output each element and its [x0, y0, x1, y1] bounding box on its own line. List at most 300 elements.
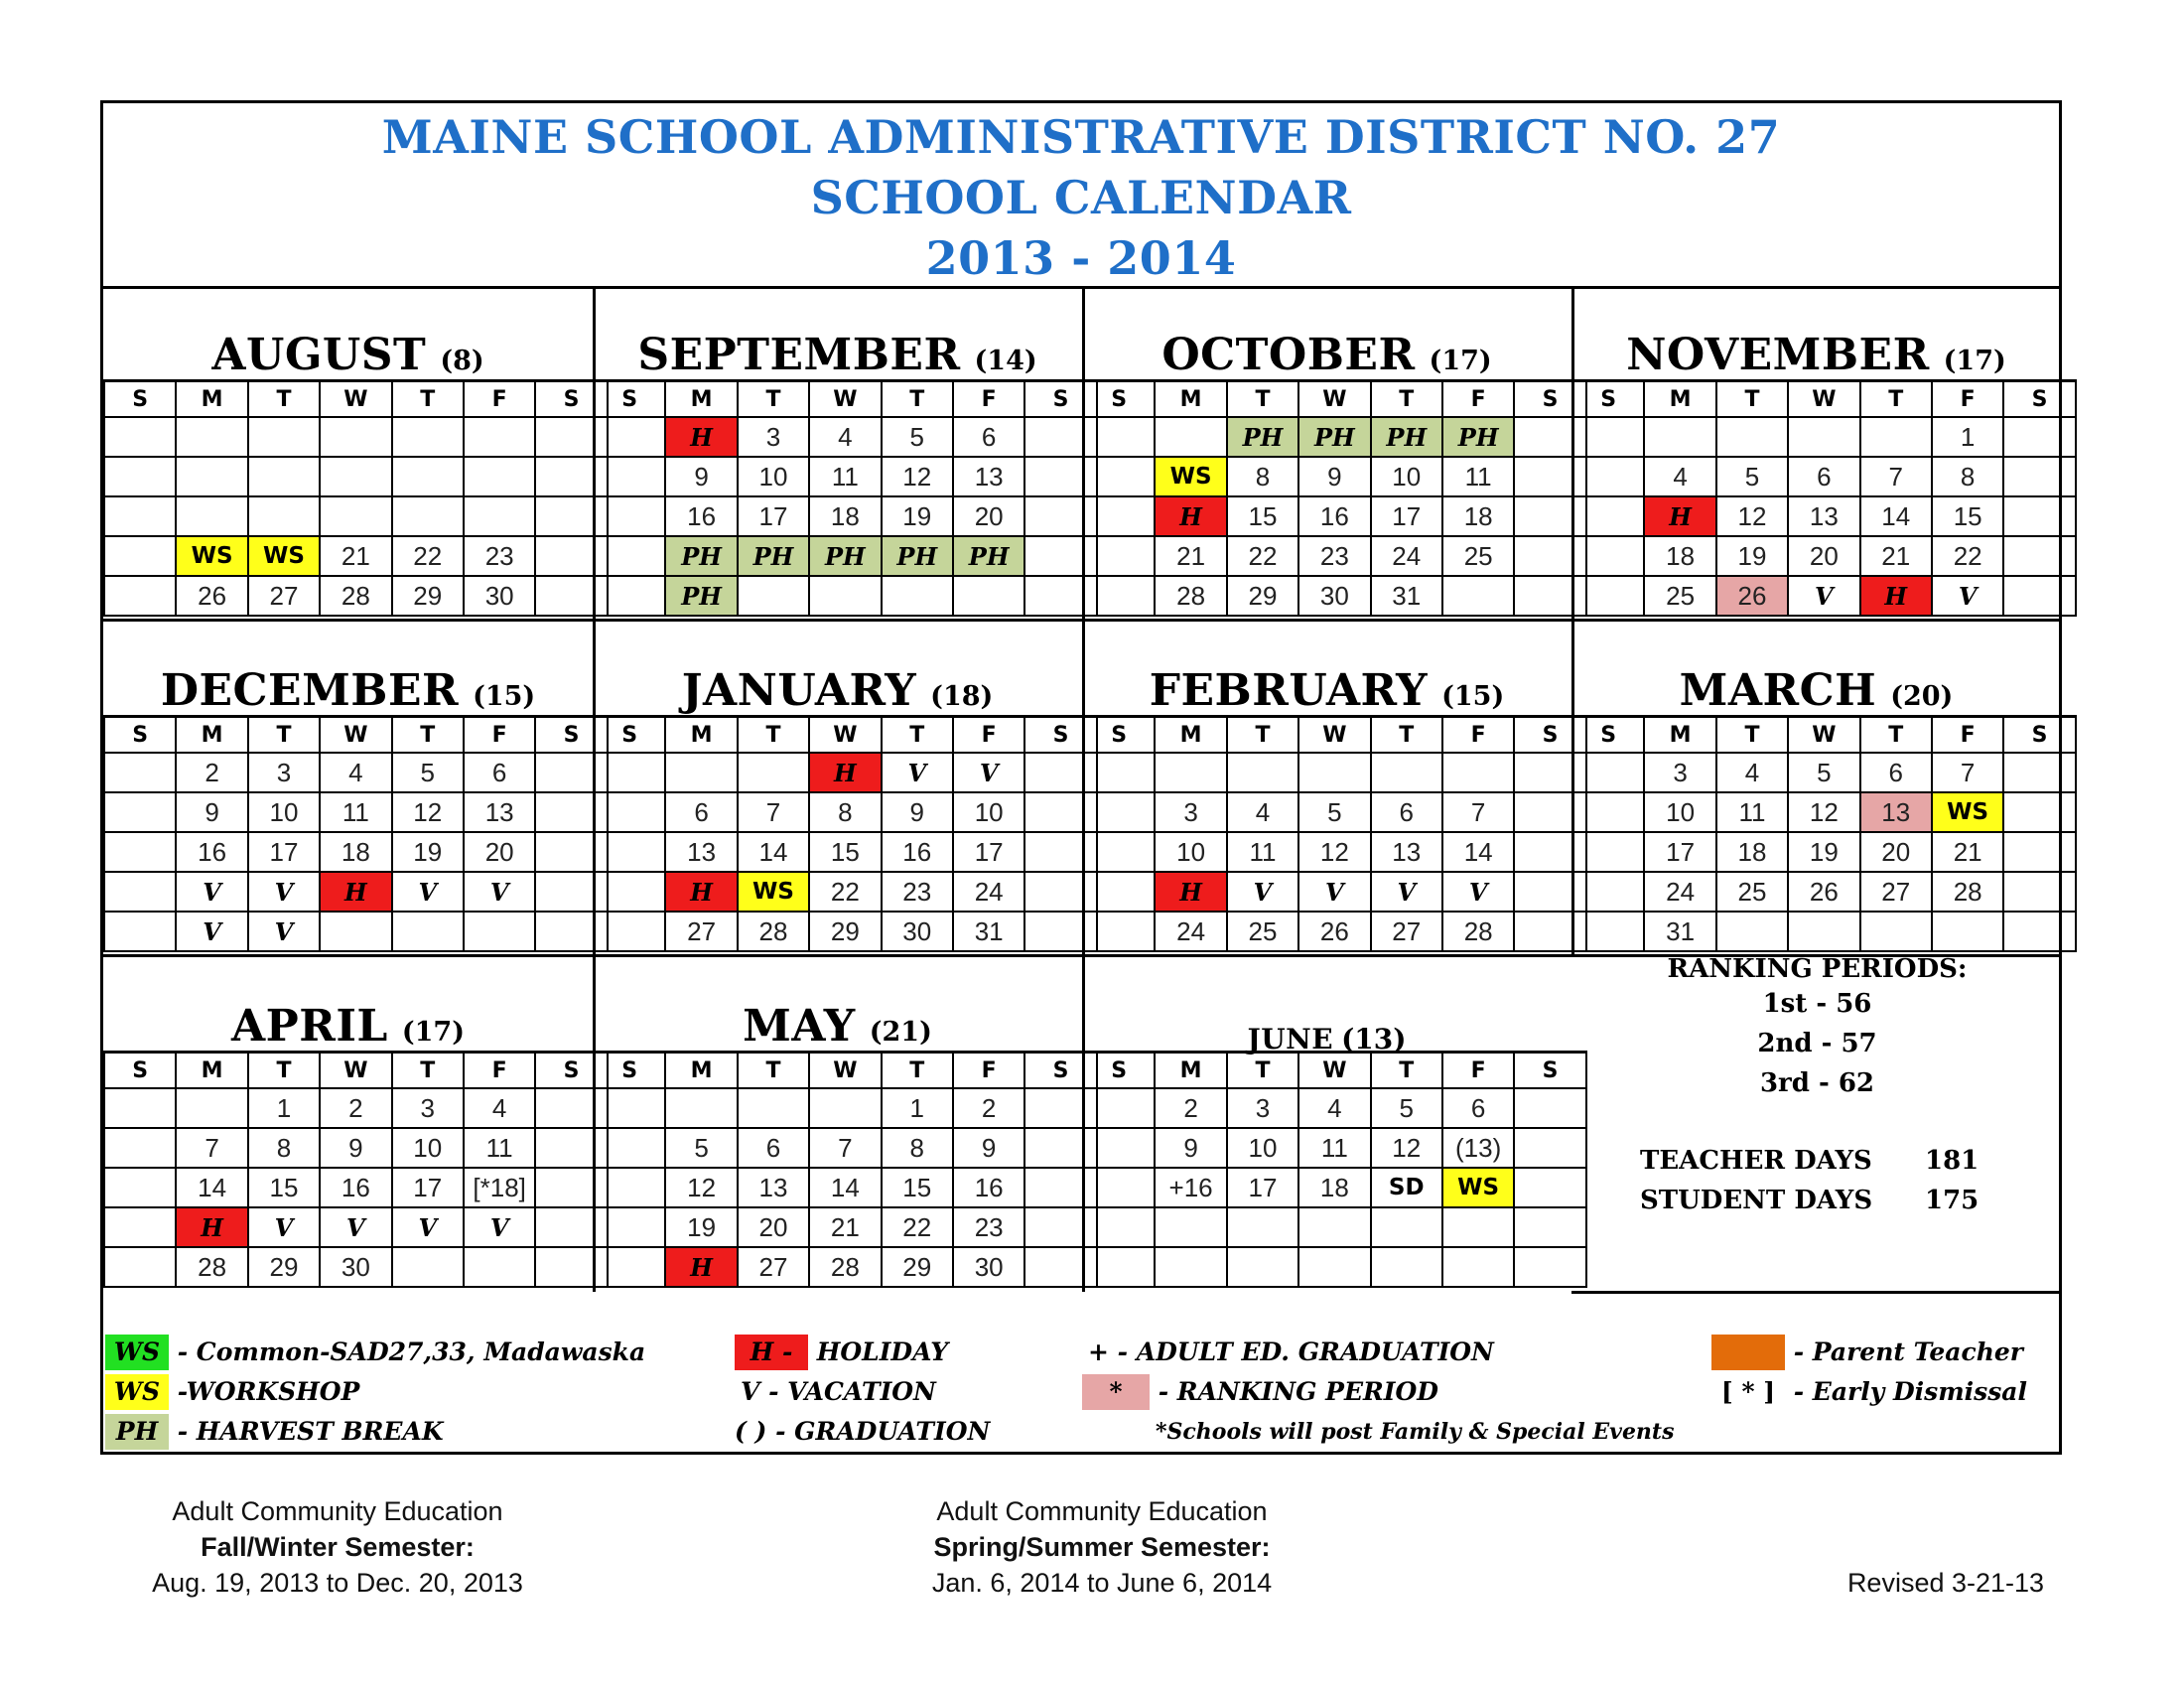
grid-divider: [1571, 286, 1574, 957]
day-cell: 3: [738, 417, 809, 457]
day-cell: 12: [392, 792, 464, 832]
day-cell: PH: [665, 576, 737, 616]
week-row: [1083, 1088, 1586, 1128]
legend-common: [105, 1335, 645, 1370]
week-row: [1572, 496, 2076, 536]
day-cell: V: [176, 872, 247, 912]
day-cell: [104, 417, 176, 457]
day-cell: [594, 1168, 665, 1207]
week-row: [594, 1168, 1097, 1207]
day-cell: 6: [1860, 753, 1932, 792]
day-cell: [1644, 417, 1715, 457]
weekday-label: S: [104, 717, 176, 754]
weekday-label: T: [1371, 1053, 1442, 1089]
week-row: [104, 792, 608, 832]
day-cell: [1083, 792, 1155, 832]
day-cell: 12: [1788, 792, 1859, 832]
day-cell: [1155, 417, 1226, 457]
week-row: [1083, 753, 1586, 792]
weekday-label: W: [809, 717, 881, 754]
weekday-label: F: [953, 381, 1024, 418]
day-cell: 6: [464, 753, 535, 792]
day-cell: WS: [1932, 792, 2003, 832]
day-cell: 13: [1788, 496, 1859, 536]
week-row: [1083, 1168, 1586, 1207]
day-cell: 28: [1932, 872, 2003, 912]
day-cell: 18: [1442, 496, 1514, 536]
day-cell: [464, 417, 535, 457]
day-cell: [104, 536, 176, 576]
day-cell: [2003, 496, 2075, 536]
day-cell: 12: [1716, 496, 1788, 536]
day-cell: 21: [809, 1207, 881, 1247]
day-cell: [1083, 1168, 1155, 1207]
day-cell: H: [1644, 496, 1715, 536]
week-row: [1083, 832, 1586, 872]
week-row: [594, 753, 1097, 792]
grid-divider: [1571, 1291, 2062, 1294]
day-cell: 7: [809, 1128, 881, 1168]
day-cell: 14: [1860, 496, 1932, 536]
day-cell: 18: [1644, 536, 1715, 576]
week-row: [594, 1088, 1097, 1128]
legend-graduation: ( ) - GRADUATION: [735, 1417, 991, 1446]
weekday-label: S: [594, 717, 665, 754]
day-cell: [1371, 1207, 1442, 1247]
weekday-label: F: [1932, 381, 2003, 418]
month-grid: [593, 379, 1098, 617]
day-cell: 13: [1371, 832, 1442, 872]
weekday-label: S: [2003, 381, 2075, 418]
day-cell: 1: [248, 1088, 320, 1128]
day-cell: [320, 417, 391, 457]
day-cell: 10: [953, 792, 1024, 832]
day-cell: [104, 576, 176, 616]
month-january: [593, 622, 1082, 955]
day-cell: H: [1155, 496, 1226, 536]
weekday-label: S: [2003, 717, 2075, 754]
weekday-label: T: [1860, 717, 1932, 754]
day-cell: [176, 1088, 247, 1128]
week-row: [1083, 576, 1586, 616]
day-cell: 7: [1860, 457, 1932, 496]
month-december: [103, 622, 593, 955]
weekday-header-row: [1572, 381, 2076, 418]
day-cell: 27: [665, 912, 737, 951]
weekday-label: W: [1298, 381, 1370, 418]
day-cell: [882, 576, 953, 616]
day-cell: 11: [1716, 792, 1788, 832]
month-april: [103, 957, 593, 1291]
week-row: [1083, 1207, 1586, 1247]
week-row: [594, 792, 1097, 832]
day-cell: PH: [882, 536, 953, 576]
month-day-count: (17): [1429, 346, 1492, 376]
day-cell: [1572, 417, 1644, 457]
day-cell: [176, 457, 247, 496]
day-cell: [1572, 832, 1644, 872]
weekday-label: T: [1227, 717, 1298, 754]
weekday-label: M: [665, 1053, 737, 1089]
day-cell: [1572, 536, 1644, 576]
day-cell: 8: [1932, 457, 2003, 496]
day-cell: V: [1442, 872, 1514, 912]
weekday-label: T: [738, 1053, 809, 1089]
weekday-label: W: [1788, 381, 1859, 418]
day-cell: 28: [176, 1247, 247, 1287]
day-cell: [464, 496, 535, 536]
day-cell: 7: [1442, 792, 1514, 832]
day-cell: [1371, 753, 1442, 792]
day-cell: 8: [809, 792, 881, 832]
day-cell: V: [1371, 872, 1442, 912]
day-cell: [104, 753, 176, 792]
day-cell: [1442, 1207, 1514, 1247]
day-cell: H: [665, 872, 737, 912]
weekday-label: T: [392, 381, 464, 418]
month-name: MAY: [743, 1001, 856, 1052]
day-cell: 23: [882, 872, 953, 912]
day-cell: H: [1155, 872, 1226, 912]
day-cell: [738, 1088, 809, 1128]
day-cell: [665, 753, 737, 792]
weekday-label: T: [1371, 381, 1442, 418]
day-cell: 16: [1298, 496, 1370, 536]
weekday-label: M: [1155, 1053, 1226, 1089]
day-cell: 5: [1716, 457, 1788, 496]
week-row: [594, 912, 1097, 951]
day-cell: 15: [882, 1168, 953, 1207]
day-cell: 18: [809, 496, 881, 536]
weekday-header-row: [594, 381, 1097, 418]
week-row: [1572, 417, 2076, 457]
day-cell: [1298, 1247, 1370, 1287]
week-row: [104, 912, 608, 951]
legend-ranking-label: - RANKING PERIOD: [1158, 1377, 1438, 1406]
weekday-label: W: [320, 381, 391, 418]
day-cell: 31: [1644, 912, 1715, 951]
weekday-label: S: [1514, 1053, 1585, 1089]
day-cell: [594, 753, 665, 792]
day-cell: 18: [320, 832, 391, 872]
day-cell: [104, 912, 176, 951]
day-cell: 5: [882, 417, 953, 457]
month-grid: [1082, 715, 1587, 952]
day-cell: [1083, 832, 1155, 872]
day-cell: 14: [738, 832, 809, 872]
month-october: [1082, 286, 1571, 620]
day-cell: [176, 496, 247, 536]
day-cell: 4: [1716, 753, 1788, 792]
day-cell: [1083, 1207, 1155, 1247]
day-cell: [392, 496, 464, 536]
day-cell: [392, 457, 464, 496]
footer-left-line3: Aug. 19, 2013 to Dec. 20, 2013: [152, 1568, 523, 1598]
day-cell: V: [1788, 576, 1859, 616]
month-september: [593, 286, 1082, 620]
day-cell: 11: [464, 1128, 535, 1168]
day-cell: 25: [1644, 576, 1715, 616]
day-cell: [1083, 1088, 1155, 1128]
day-cell: [1083, 496, 1155, 536]
month-grid: [1082, 379, 1587, 617]
month-name: DECEMBER: [160, 665, 460, 716]
day-cell: 22: [1932, 536, 2003, 576]
day-cell: 10: [738, 457, 809, 496]
day-cell: [1227, 1247, 1298, 1287]
week-row: [104, 1207, 608, 1247]
month-title: [1082, 330, 1571, 380]
legend-workshop-label: -WORKSHOP: [177, 1377, 360, 1406]
weekday-label: T: [392, 1053, 464, 1089]
day-cell: 25: [1227, 912, 1298, 951]
legend-adult-ed: + - ADULT ED. GRADUATION: [1088, 1337, 1494, 1366]
month-name: SEPTEMBER: [637, 330, 961, 380]
weekday-label: W: [1298, 717, 1370, 754]
day-cell: 31: [1371, 576, 1442, 616]
day-cell: 5: [1788, 753, 1859, 792]
day-cell: WS: [176, 536, 247, 576]
day-cell: 13: [1860, 792, 1932, 832]
weekday-label: M: [1644, 717, 1715, 754]
weekday-label: T: [1227, 1053, 1298, 1089]
month-grid: [1571, 715, 2077, 952]
day-cell: 1: [882, 1088, 953, 1128]
month-name: FEBRUARY: [1149, 665, 1429, 716]
day-cell: V: [464, 1207, 535, 1247]
weekday-label: F: [953, 717, 1024, 754]
week-row: [1572, 792, 2076, 832]
day-cell: 24: [1155, 912, 1226, 951]
weekday-header-row: [594, 1053, 1097, 1089]
day-cell: V: [248, 872, 320, 912]
week-row: [104, 1168, 608, 1207]
day-cell: 10: [392, 1128, 464, 1168]
ranking-period-2: 2nd - 57: [1757, 1029, 1877, 1058]
day-cell: 5: [665, 1128, 737, 1168]
week-row: [1083, 496, 1586, 536]
day-cell: [*18]: [464, 1168, 535, 1207]
weekday-label: T: [1227, 381, 1298, 418]
day-cell: [320, 457, 391, 496]
weekday-label: M: [1644, 381, 1715, 418]
day-cell: [2003, 753, 2075, 792]
day-cell: [665, 1088, 737, 1128]
day-cell: 23: [953, 1207, 1024, 1247]
day-cell: 29: [248, 1247, 320, 1287]
day-cell: [594, 1088, 665, 1128]
day-cell: 10: [1371, 457, 1442, 496]
weekday-label: T: [248, 381, 320, 418]
day-cell: [1860, 417, 1932, 457]
weekday-label: W: [320, 1053, 391, 1089]
weekday-label: T: [1716, 381, 1788, 418]
day-cell: [1083, 457, 1155, 496]
month-title: [103, 665, 593, 716]
weekday-label: S: [1514, 717, 1585, 754]
weekday-label: S: [1083, 1053, 1155, 1089]
week-row: [1083, 1128, 1586, 1168]
revised-date: Revised 3-21-13: [1846, 1568, 2045, 1598]
week-row: [1572, 753, 2076, 792]
day-cell: 14: [809, 1168, 881, 1207]
day-cell: [104, 832, 176, 872]
month-february: [1082, 622, 1571, 955]
day-cell: [104, 1207, 176, 1247]
day-cell: 7: [738, 792, 809, 832]
student-days-label: STUDENT DAYS: [1640, 1186, 1873, 1215]
day-cell: [1788, 417, 1859, 457]
weekday-label: S: [104, 381, 176, 418]
weekday-label: S: [1572, 717, 1644, 754]
day-cell: 11: [1227, 832, 1298, 872]
day-cell: 12: [665, 1168, 737, 1207]
day-cell: [1572, 496, 1644, 536]
day-cell: H: [176, 1207, 247, 1247]
day-cell: V: [882, 753, 953, 792]
day-cell: 9: [176, 792, 247, 832]
day-cell: [464, 1247, 535, 1287]
footer-mid-line3: Jan. 6, 2014 to June 6, 2014: [931, 1568, 1273, 1598]
day-cell: 8: [1227, 457, 1298, 496]
legend-harvest-swatch: PH: [105, 1414, 169, 1450]
day-cell: V: [176, 912, 247, 951]
day-cell: 12: [882, 457, 953, 496]
month-name: MARCH: [1679, 665, 1877, 716]
weekday-label: S: [1572, 381, 1644, 418]
weekday-label: W: [1298, 1053, 1370, 1089]
day-cell: [1572, 576, 1644, 616]
weekday-label: T: [882, 1053, 953, 1089]
day-cell: [392, 417, 464, 457]
month-november: [1571, 286, 2061, 620]
day-cell: [1442, 1247, 1514, 1287]
week-row: [1572, 832, 2076, 872]
week-row: [104, 832, 608, 872]
weekday-label: M: [665, 717, 737, 754]
day-cell: [809, 576, 881, 616]
weekday-label: F: [1932, 717, 2003, 754]
week-row: [104, 576, 608, 616]
day-cell: 11: [1442, 457, 1514, 496]
day-cell: 19: [392, 832, 464, 872]
weekday-label: F: [1442, 717, 1514, 754]
day-cell: 22: [392, 536, 464, 576]
day-cell: 17: [1227, 1168, 1298, 1207]
day-cell: 28: [738, 912, 809, 951]
day-cell: 6: [738, 1128, 809, 1168]
legend-holiday: [735, 1335, 948, 1370]
day-cell: PH: [1442, 417, 1514, 457]
day-cell: 3: [1155, 792, 1226, 832]
day-cell: 2: [176, 753, 247, 792]
day-cell: [738, 576, 809, 616]
day-cell: [594, 1207, 665, 1247]
day-cell: 2: [1155, 1088, 1226, 1128]
weekday-label: T: [1371, 717, 1442, 754]
grid-divider: [1082, 286, 1085, 1292]
teacher-days-value: 181: [1925, 1146, 1979, 1176]
day-cell: 19: [665, 1207, 737, 1247]
day-cell: 28: [320, 576, 391, 616]
day-cell: +16: [1155, 1168, 1226, 1207]
weekday-header-row: [1083, 381, 1586, 418]
weekday-label: T: [248, 717, 320, 754]
weekday-label: S: [1024, 717, 1096, 754]
day-cell: 9: [1298, 457, 1370, 496]
day-cell: [104, 1247, 176, 1287]
day-cell: [2003, 576, 2075, 616]
month-june: [1082, 957, 1571, 1291]
legend-holiday-swatch: H -: [735, 1335, 808, 1370]
week-row: [1572, 536, 2076, 576]
day-cell: 27: [1860, 872, 1932, 912]
week-row: [104, 457, 608, 496]
week-row: [1083, 792, 1586, 832]
month-title: [593, 665, 1082, 716]
day-cell: 7: [1932, 753, 2003, 792]
month-grid: [593, 1051, 1098, 1288]
day-cell: 22: [809, 872, 881, 912]
calendar-header: [103, 103, 2059, 289]
calendar-frame: [100, 100, 2062, 1455]
month-grid: [1082, 1051, 1587, 1288]
footer-spring-summer: [884, 1493, 1320, 1601]
day-cell: 17: [953, 832, 1024, 872]
day-cell: 17: [1644, 832, 1715, 872]
day-cell: 28: [1155, 576, 1226, 616]
week-row: [594, 872, 1097, 912]
legend-events: *Schools will post Family & Special Events: [1156, 1419, 1675, 1445]
weekday-label: M: [176, 717, 247, 754]
weekday-label: M: [176, 381, 247, 418]
month-grid: [1571, 379, 2077, 617]
month-title: [593, 1001, 1082, 1052]
day-cell: [2003, 536, 2075, 576]
day-cell: WS: [738, 872, 809, 912]
week-row: [104, 1088, 608, 1128]
weekday-label: S: [1514, 381, 1585, 418]
day-cell: 6: [1442, 1088, 1514, 1128]
day-cell: 14: [1442, 832, 1514, 872]
day-cell: [104, 1088, 176, 1128]
month-name: JANUARY: [681, 665, 917, 716]
day-cell: 5: [1298, 792, 1370, 832]
weekday-label: T: [1860, 381, 1932, 418]
day-cell: 16: [176, 832, 247, 872]
day-cell: H: [665, 1247, 737, 1287]
legend: [103, 1335, 2059, 1452]
legend-vacation: V - VACATION: [741, 1377, 936, 1406]
day-cell: 7: [176, 1128, 247, 1168]
day-cell: [594, 872, 665, 912]
day-cell: 28: [809, 1247, 881, 1287]
day-cell: 30: [464, 576, 535, 616]
week-row: [104, 1128, 608, 1168]
day-cell: 6: [665, 792, 737, 832]
legend-harvest-label: - HARVEST BREAK: [177, 1417, 444, 1446]
student-days-row: [1572, 1181, 2062, 1220]
week-row: [104, 1247, 608, 1287]
day-cell: 20: [464, 832, 535, 872]
day-cell: 21: [1932, 832, 2003, 872]
day-cell: V: [248, 912, 320, 951]
day-cell: 26: [1788, 872, 1859, 912]
day-cell: 6: [953, 417, 1024, 457]
day-cell: 4: [809, 417, 881, 457]
day-cell: 9: [882, 792, 953, 832]
month-day-count: (15): [473, 681, 536, 712]
